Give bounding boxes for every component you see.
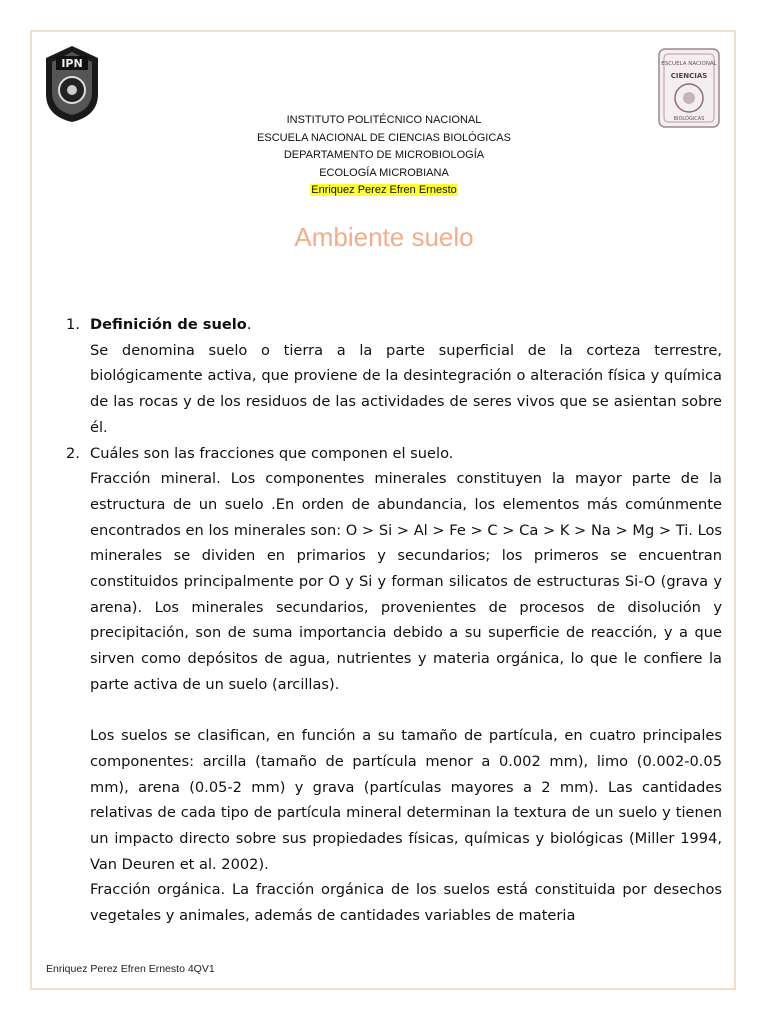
document-header — [0, 112, 768, 200]
institution-name: INSTITUTO POLITÉCNICO NACIONAL — [286, 114, 482, 126]
paragraph: Fracción mineral. Los componentes minerales constituyen la mayor parte de la estructura de un suelo .En orden de abundancia, los elementos más comúnmente encontrados en los minerales son: O > Si > Al > Fe > C > Ca > K > Na > Mg > Ti. Los minerales se dividen en primarios y secundarios; los primeros se encuentran constituidos principalmente por O y Si y forman silicatos de estructuras Si-O (grava y arena). Los minerales secundarios, provenientes de procesos de disolución y precipitación, son de suma importancia debido a su superficie de reacción, y a que sirven como depósitos de agua, nutrientes y materia orgánica, lo que le confiere la parte activa de un suelo (arcillas). — [90, 470, 722, 693]
paragraph: Fracción orgánica. La fracción orgánica de los suelos está constituida por desechos vegetales y animales, además de cantidades variables de materia — [90, 881, 722, 925]
encb-logo-mid: CIENCIAS — [670, 72, 708, 80]
document-title: Ambiente suelo — [294, 222, 474, 252]
section-1 — [66, 312, 722, 441]
encb-logo-top: ESCUELA NACIONAL — [661, 61, 717, 67]
paragraph: Se denomina suelo o tierra a la parte superficial de la corteza terrestre, biológicamente activa, que proviene de la desintegración o alteración física y química de las rocas y de los residuos de las actividades de seres vivos que se asientan sobre él. — [90, 341, 722, 436]
section-heading-suffix: . — [246, 316, 252, 333]
author-name: Enriquez Perez Efren Ernesto — [311, 184, 457, 196]
section-number: 1. — [66, 316, 80, 333]
section-heading: Cuáles son las fracciones que componen el suelo. — [90, 444, 454, 462]
ipn-logo-text: IPN — [61, 57, 83, 70]
section-2 — [66, 441, 722, 929]
document-body — [66, 312, 722, 929]
section-heading: Definición de suelo — [90, 316, 247, 333]
section-number: 2. — [66, 444, 80, 462]
department-name: DEPARTAMENTO DE MICROBIOLOGÍA — [283, 149, 485, 161]
school-name: ESCUELA NACIONAL DE CIENCIAS BIOLÓGICAS — [257, 131, 511, 144]
page-footer: Enriquez Perez Efren Ernesto 4QV1 — [46, 963, 215, 975]
encb-logo-bottom: BIOLÓGICAS — [673, 116, 705, 122]
paragraph: Los suelos se clasifican, en función a su tamaño de partícula, en cuatro principales componentes: arcilla (tamaño de partícula menor a 0.002 mm), limo (0.002-0.05 mm), arena (0.05-2 mm) y grava (partículas mayores a 2 mm). Las cantidades relativas de cada tipo de partícula mineral determinan la textura de un suelo y tienen un impacto directo sobre sus propiedades físicas, químicas y biológicas (Miller 1994, Van Deuren et al. 2002). — [90, 727, 722, 873]
course-name: ECOLOGÍA MICROBIANA — [319, 166, 449, 179]
